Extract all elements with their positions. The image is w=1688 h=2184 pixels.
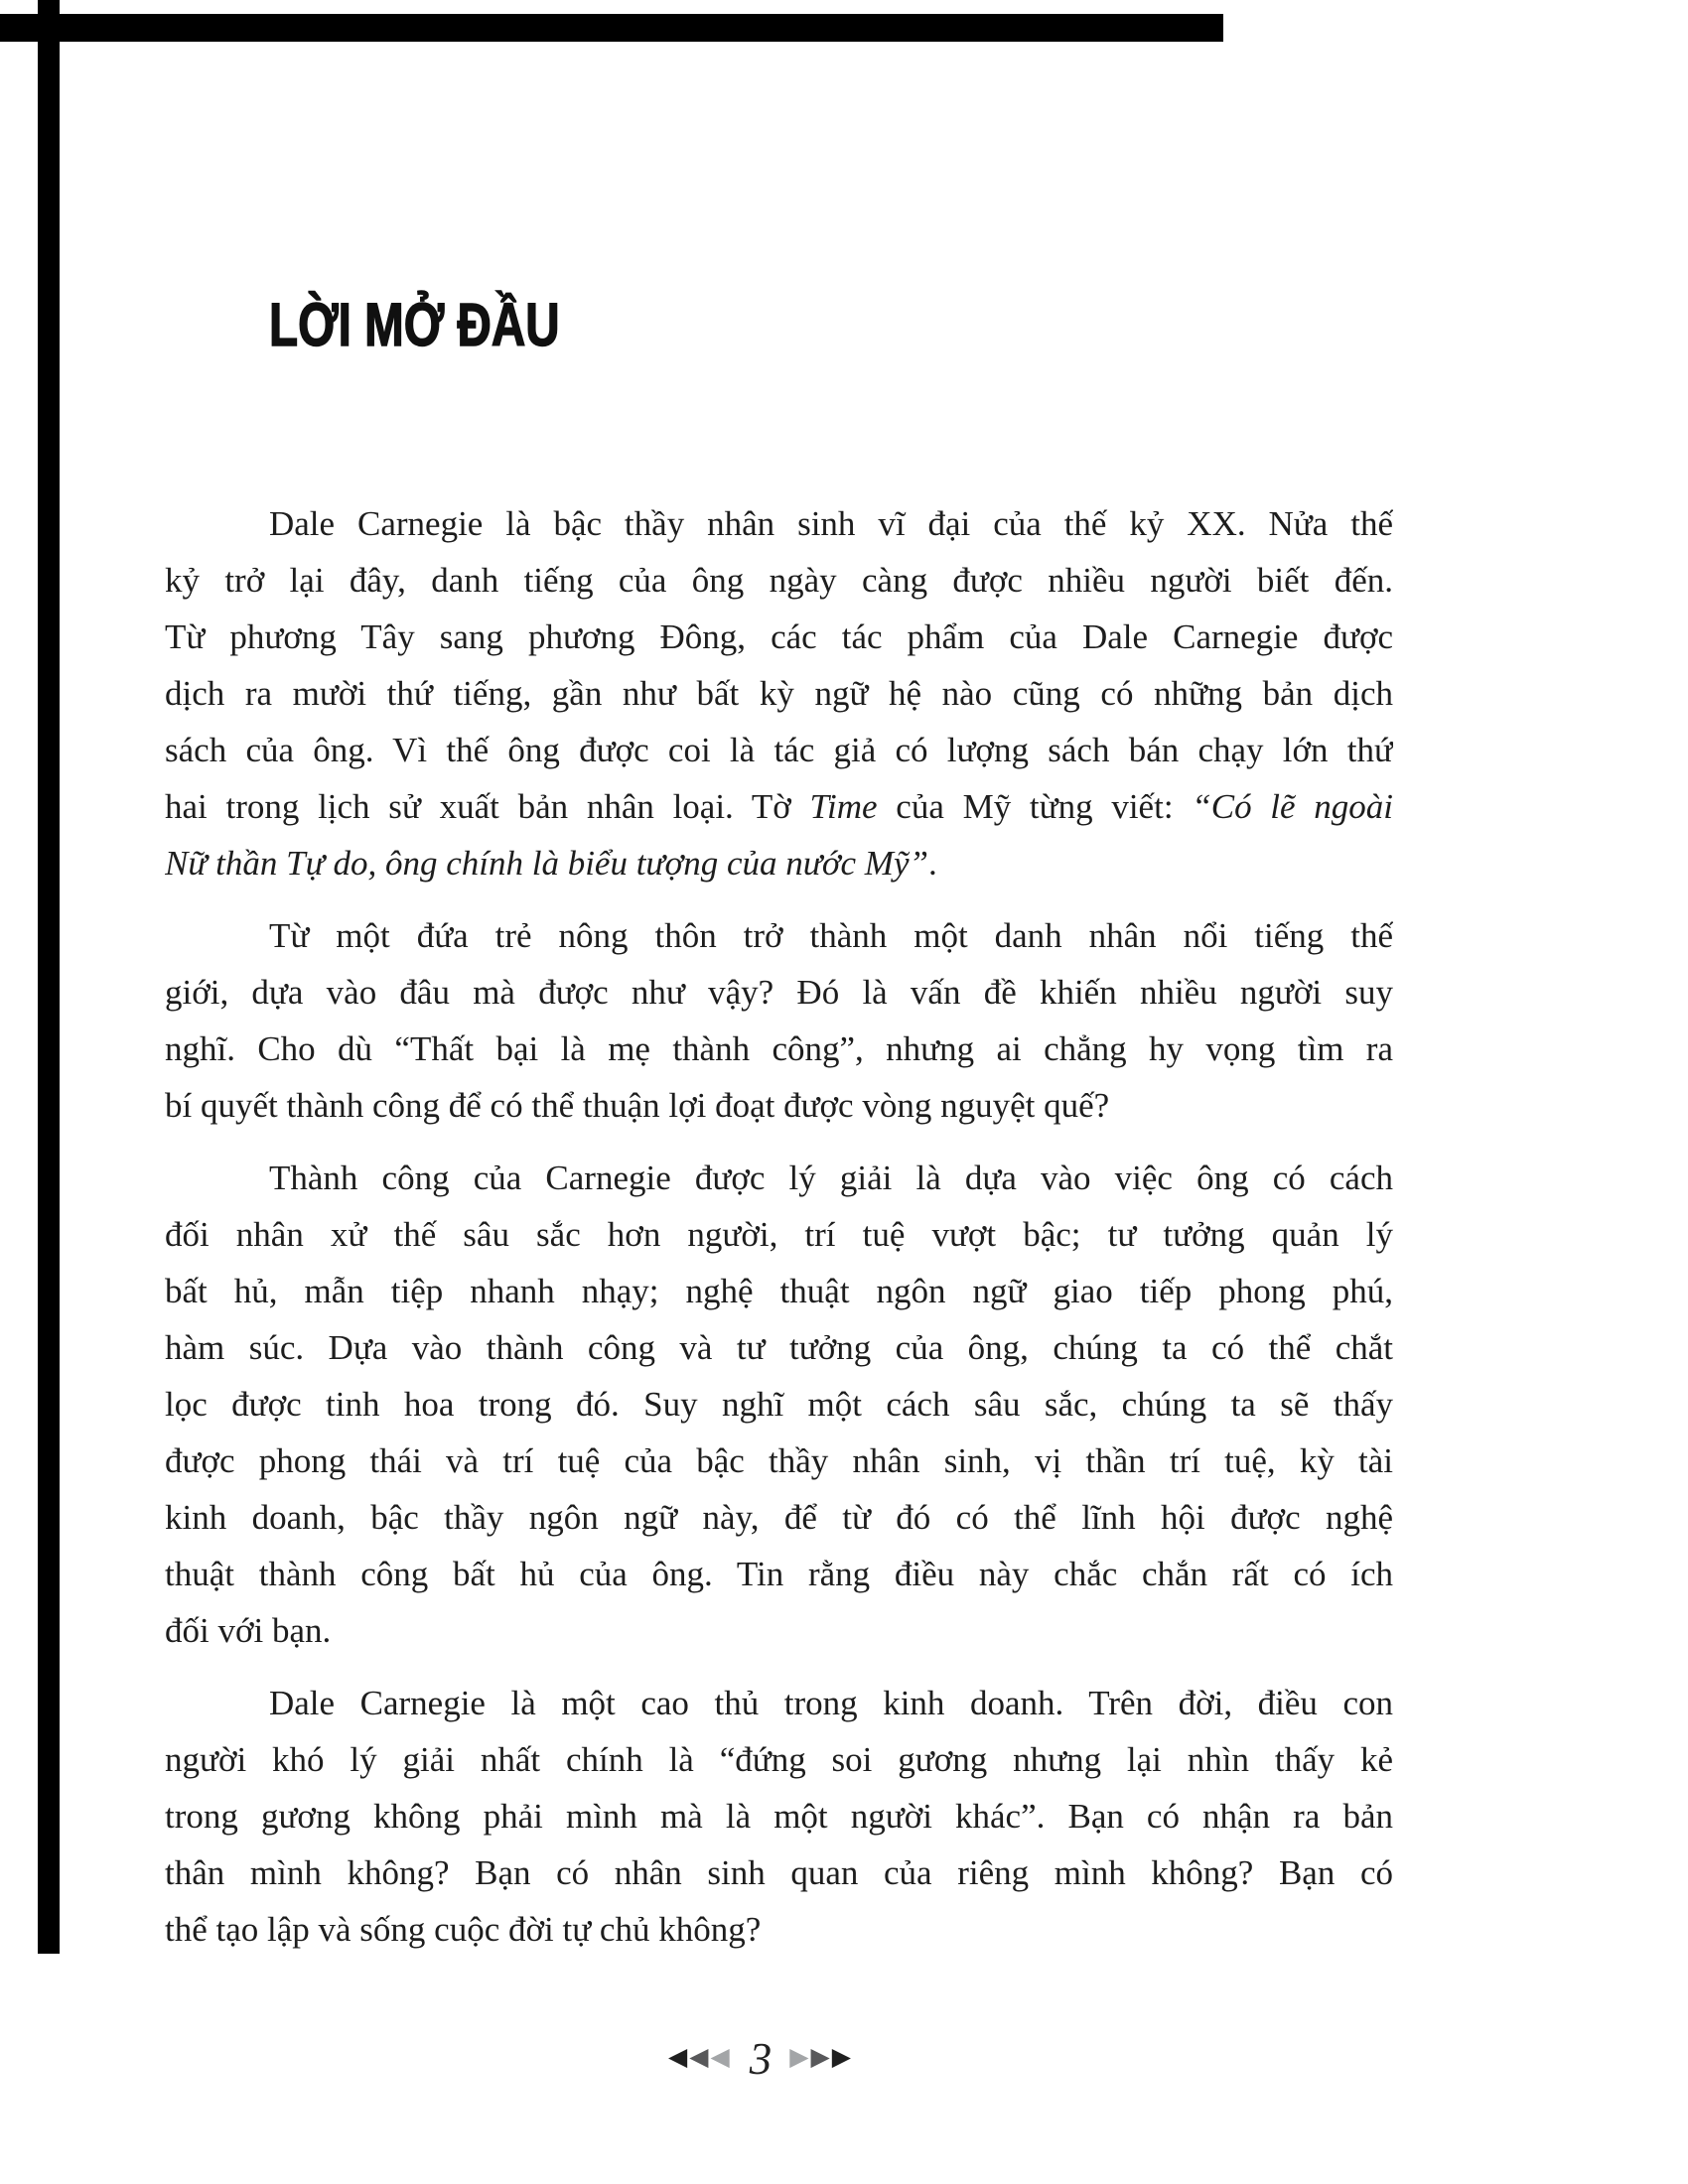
body-line <box>165 1077 1393 1134</box>
body-line <box>165 1150 1393 1206</box>
italic-text-run: Nữ thần Tự do, ông chính là biểu tượng của nước Mỹ” <box>165 844 928 883</box>
body-line <box>165 1319 1393 1376</box>
top-edge-rule <box>0 14 1223 42</box>
body-line <box>165 778 1393 835</box>
paragraph-1 <box>165 495 1393 891</box>
body-line <box>165 1602 1393 1659</box>
italic-text-run: Time <box>809 787 878 826</box>
text-run: trong gương không phải mình mà là một người khác”. Bạn có nhận ra bản <box>165 1797 1393 1836</box>
page-footer <box>165 2025 1356 2102</box>
triangle-icon: ▶ <box>810 2042 832 2071</box>
text-run: dịch ra mười thứ tiếng, gần như bất kỳ ngữ hệ nào cũng có những bản dịch <box>165 674 1393 713</box>
left-arrows-icon <box>668 2042 732 2071</box>
text-run: thể tạo lập và sống cuộc đời tự chủ không? <box>165 1910 762 1949</box>
text-run: lọc được tinh hoa trong đó. Suy nghĩ một cách sâu sắc, chúng ta sẽ thấy <box>165 1385 1393 1424</box>
text-run: kỷ trở lại đây, danh tiếng của ông ngày càng được nhiều người biết đến. <box>165 561 1393 600</box>
body-line <box>165 907 1393 964</box>
body-line <box>165 1021 1393 1077</box>
page-title: LỜI MỞ ĐẦU <box>269 291 560 358</box>
text-run: kinh doanh, bậc thầy ngôn ngữ này, để từ đó có thể lĩnh hội được nghệ <box>165 1498 1393 1537</box>
text-run: của Mỹ từng viết: <box>877 787 1193 826</box>
triangle-icon: ▶ <box>789 2042 811 2071</box>
paragraph-3 <box>165 1150 1393 1659</box>
body-line <box>165 495 1393 552</box>
triangle-icon: ◀ <box>689 2042 711 2071</box>
right-arrows-icon <box>789 2042 853 2071</box>
body-line <box>165 1675 1393 1731</box>
text-run: Dale Carnegie là một cao thủ trong kinh doanh. Trên đời, điều con <box>269 1684 1393 1722</box>
text-run: nghĩ. Cho dù “Thất bại là mẹ thành công”, nhưng ai chẳng hy vọng tìm ra <box>165 1029 1393 1068</box>
body-line <box>165 964 1393 1021</box>
text-run: bí quyết thành công để có thể thuận lợi đoạt được vòng nguyệt quế? <box>165 1086 1110 1125</box>
italic-text-run: “Có lẽ ngoài <box>1192 787 1393 826</box>
text-run: Từ phương Tây sang phương Đông, các tác phẩm của Dale Carnegie được <box>165 617 1393 656</box>
body-line <box>165 1788 1393 1844</box>
triangle-icon: ▶ <box>831 2042 853 2071</box>
body-line <box>165 1433 1393 1489</box>
text-run: Thành công của Carnegie được lý giải là dựa vào việc ông có cách <box>269 1159 1393 1197</box>
text-run: người khó lý giải nhất chính là “đứng soi gương nhưng lại nhìn thấy kẻ <box>165 1740 1393 1779</box>
body-line <box>165 1901 1393 1958</box>
text-run: hai trong lịch sử xuất bản nhân loại. Tờ <box>165 787 810 826</box>
body-line <box>165 1263 1393 1319</box>
body-line <box>165 1206 1393 1263</box>
paragraph-4 <box>165 1675 1393 1958</box>
body-line <box>165 665 1393 722</box>
body-line <box>165 1489 1393 1546</box>
left-edge-rule <box>38 0 60 1954</box>
text-run: đối nhân xử thế sâu sắc hơn người, trí tuệ vượt bậc; tư tưởng quản lý <box>165 1215 1393 1254</box>
text-run: . <box>927 844 937 883</box>
text-run: sách của ông. Vì thế ông được coi là tác giả có lượng sách bán chạy lớn thứ <box>165 731 1393 769</box>
body-line <box>165 1731 1393 1788</box>
body-line <box>165 1546 1393 1602</box>
body-line <box>165 722 1393 778</box>
text-run: được phong thái và trí tuệ của bậc thầy nhân sinh, vị thần trí tuệ, kỳ tài <box>165 1441 1393 1480</box>
text-run: Dale Carnegie là bậc thầy nhân sinh vĩ đại của thế kỷ XX. Nửa thế <box>269 504 1393 543</box>
text-run: Từ một đứa trẻ nông thôn trở thành một danh nhân nổi tiếng thế <box>269 916 1393 955</box>
text-run: giới, dựa vào đâu mà được như vậy? Đó là vấn đề khiến nhiều người suy <box>165 973 1393 1012</box>
page-number: 3 <box>749 2034 773 2084</box>
triangle-icon: ◀ <box>710 2042 732 2071</box>
text-run: đối với bạn. <box>165 1611 332 1650</box>
text-run: thân mình không? Bạn có nhân sinh quan của riêng mình không? Bạn có <box>165 1853 1393 1892</box>
body-text <box>165 495 1393 1958</box>
text-run: hàm súc. Dựa vào thành công và tư tưởng của ông, chúng ta có thể chắt <box>165 1328 1393 1367</box>
body-line <box>165 1376 1393 1433</box>
body-line <box>165 835 1393 891</box>
triangle-icon: ◀ <box>668 2042 690 2071</box>
body-line <box>165 609 1393 665</box>
text-run: bất hủ, mẫn tiệp nhanh nhạy; nghệ thuật ngôn ngữ giao tiếp phong phú, <box>165 1272 1393 1310</box>
body-line <box>165 1844 1393 1901</box>
paragraph-2 <box>165 907 1393 1134</box>
text-run: thuật thành công bất hủ của ông. Tin rằng điều này chắc chắn rất có ích <box>165 1555 1393 1593</box>
body-line <box>165 552 1393 609</box>
